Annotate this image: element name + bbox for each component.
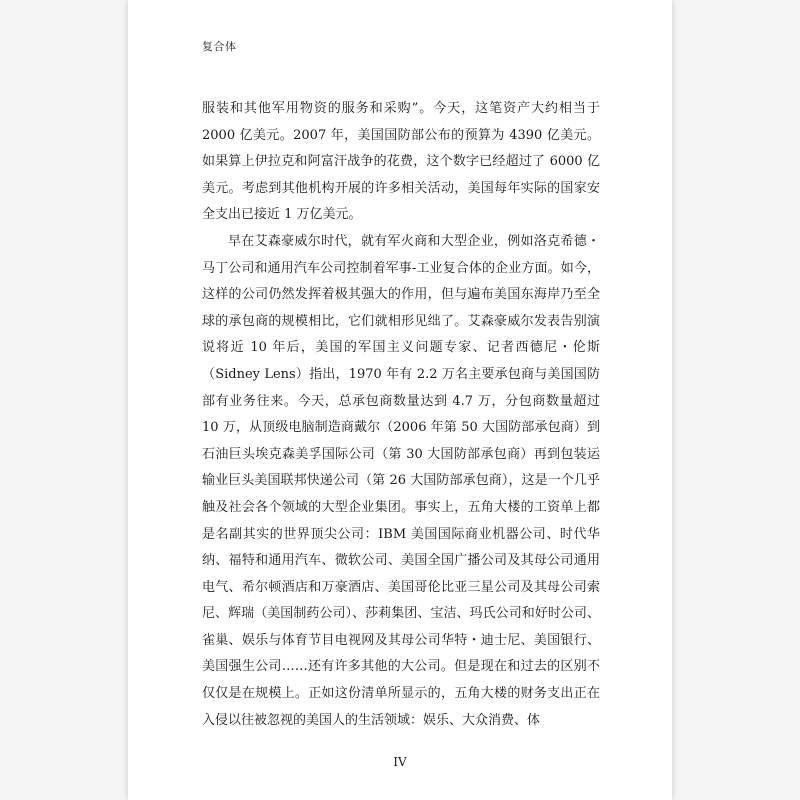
running-head: 复合体 xyxy=(202,40,237,53)
body-text xyxy=(202,96,600,734)
page-number: IV xyxy=(393,755,407,769)
paragraph-1: 服装和其他军用物资的服务和采购”。今天，这笔资产大约相当于 2000 亿美元。2007 年，美国国防部公布的预算为 4390 亿美元。如果算上伊拉克和阿富汗战争的花费，这个数字已经超过了 6000 亿美元。考虑到其他机构开展的许多相关活动，美国每年实际的国家安全支出已接近 1 万亿美元。 xyxy=(202,101,600,223)
book-page xyxy=(128,0,672,800)
paragraph-2: 早在艾森豪威尔时代，就有军火商和大型企业，例如洛克希德・马丁公司和通用汽车公司控制着军事-工业复合体的企业方面。如今，这样的公司仍然发挥着极其强大的作用，但与遍布美国东海岸乃至全球的承包商的规模相比，它们就相形见绌了。艾森豪威尔发表告别演说将近 10 年后，美国的军国主义问题专家、记者西德尼・伦斯（Sidney Lens）指出，1970 年有 2.2 万名主要承包商与美国国防部有业务往来。今天，总承包商数量达到 4.7 万，分包商数量超过 10 万，从顶级电脑制造商戴尔（2006 年第 50 大国防部承包商）到石油巨头埃克森美孚国际公司（第 30 大国防部承包商）再到包装运输业巨头美国联邦快递公司（第 26 大国防部承包商），这是一个几乎触及社会各个领域的大型企业集团。事实上，五角大楼的工资单上都是名副其实的世界顶尖公司：IBM 美国国际商业机器公司、时代华纳、福特和通用汽车、微软公司、美国全国广播公司及其母公司通用电气、希尔顿酒店和万豪酒店、美国哥伦比亚三星公司及其母公司索尼、辉瑞（美国制药公司）、莎莉集团、宝洁、玛氏公司和好时公司、雀巢、娱乐与体育节目电视网及其母公司华特・迪士尼、美国银行、美国强生公司……还有许多其他的大公司。但是现在和过去的区别不仅仅是在规模上。正如这份清单所显示的，五角大楼的财务支出正在入侵以往被忽视的美国人的生活领域：娱乐、大众消费、体 xyxy=(202,233,600,728)
